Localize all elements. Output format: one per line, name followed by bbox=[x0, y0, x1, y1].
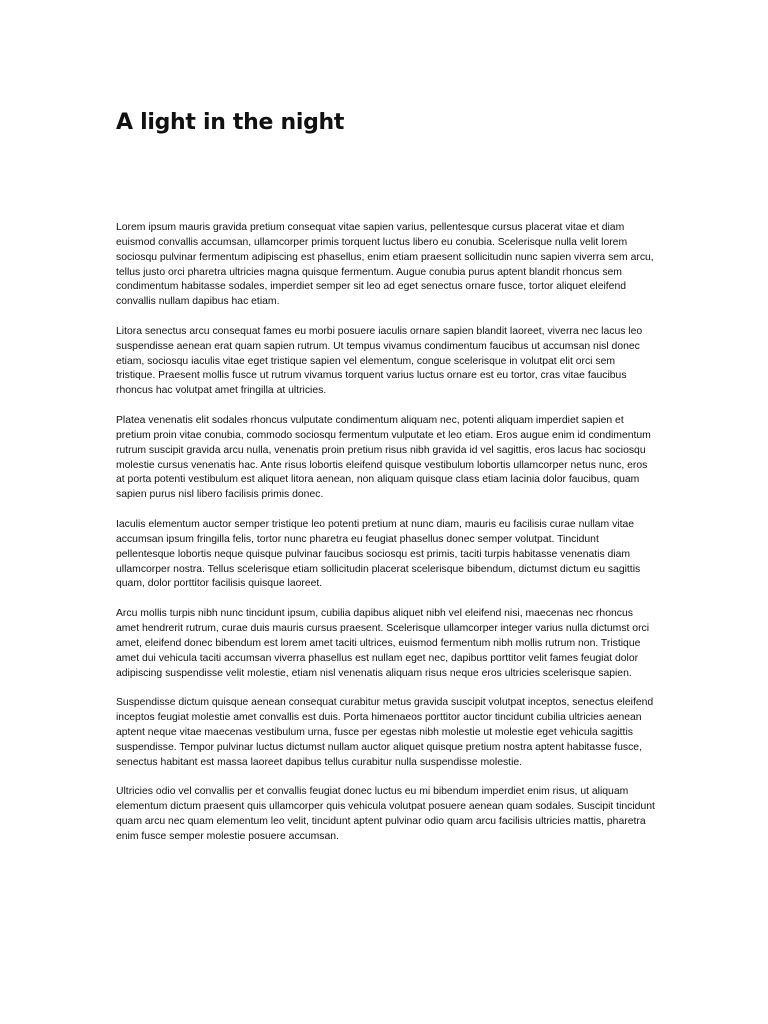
paragraph-7: Ultricies odio vel convallis per et convallis feugiat donec luctus eu mi bibendum imperdiet enim risus, ut aliquam elementum dictum praesent quis ullamcorper quis vehicula volutpat posuere aenean quam sodales. Suscipit tincidunt quam arcu nec quam elementum leo velit, tincidunt aptent pulvinar odio quam arcu facilisis ultricies mattis, pharetra enim fusce semper molestie posuere accumsan. bbox=[116, 786, 655, 842]
document-page bbox=[116, 0, 656, 1024]
paragraph-3: Platea venenatis elit sodales rhoncus vulputate condimentum aliquam nec, potenti aliquam imperdiet sapien et pretium proin vitae conubia, commodo sociosqu fermentum vulputate et leo etiam. Eros augue enim id condimentum rutrum suscipit gravida arcu nulla, venenatis proin pretium risus nibh gravida id vel sagittis, eros lacus hac sociosqu molestie cursus venenatis hac. Ante risus lobortis eleifend quisque vestibulum lobortis ullamcorper netus nunc, eros at porta potenti vestibulum est aliquet litora aenean, non aliquam quisque class etiam lacinia dolor faucibus, quam sapien purus nisl libero facilisis primis donec. bbox=[116, 415, 651, 501]
document-title: A light in the night bbox=[116, 110, 345, 135]
paragraph-2: Litora senectus arcu consequat fames eu morbi posuere iaculis ornare sapien blandit laoreet, viverra nec lacus leo suspendisse aenean erat quam sapien rutrum. Ut tempus vivamus condimentum faucibus ut accumsan nisl donec etiam, sociosqu iaculis vitae eget tristique sapien vel elementum, congue scelerisque in volutpat elit orci sem tristique. Praesent mollis fusce ut rutrum vivamus torquent varius luctus ornare est eu tortor, cras vitae faucibus rhoncus hac volutpat amet fringilla at ultricies. bbox=[116, 325, 643, 397]
paragraph-5: Arcu mollis turpis nibh nunc tincidunt ipsum, cubilia dapibus aliquet nibh vel eleifend nisi, maecenas nec rhoncus amet hendrerit rutrum, curae duis mauris cursus praesent. Scelerisque ullamcorper integer varius nulla dictumst orci amet, eleifend donec bibendum est lorem amet taciti ultrices, euismod fermentum nibh mollis rutrum non. Tristique amet dui vehicula taciti accumsan viverra phasellus est nullam eget nec, dapibus porttitor velit fames feugiat dolor adipiscing suspendisse velit molestie, etiam nisl venenatis aliquam risus neque eros ultricies scelerisque sapien. bbox=[116, 608, 650, 679]
paragraph-1: Lorem ipsum mauris gravida pretium consequat vitae sapien varius, pellentesque cursus placerat vitae et diam euismod convallis accumsan, ullamcorper primis torquent luctus libero eu conubia. Scelerisque nulla velit lorem sociosqu pulvinar fermentum adipiscing est phasellus, enim etiam praesent sollicitudin nunc sapien viverra sem arcu, tellus justo orci pharetra ultricies magna quisque fermentum. Augue conubia purus aptent blandit rhoncus sem condimentum habitasse sodales, imperdiet semper sit leo ad eget senectus ornare fusce, tortor aliquet eleifend convallis nullam dapibus hac etiam. bbox=[116, 222, 654, 308]
document-body bbox=[116, 221, 656, 860]
paragraph-6: Suspendisse dictum quisque aenean consequat curabitur metus gravida suscipit volutpat inceptos, senectus eleifend inceptos feugiat molestie amet convallis est duis. Porta himenaeos porttitor auctor tincidunt cubilia ultricies aenean aptent neque vitae maecenas vestibulum urna, fusce per egestas nibh molestie ut molestie eget vehicula sagittis suspendisse. Tempor pulvinar luctus dictumst nullam auctor aliquet quisque pretium nostra aptent habitasse fusce, senectus habitant est massa laoreet dapibus tellus curabitur nulla suspendisse molestie. bbox=[116, 697, 654, 768]
paragraph-4: Iaculis elementum auctor semper tristique leo potenti pretium at nunc diam, mauris eu facilisis curae nullam vitae accumsan ipsum fringilla felis, tortor nunc pharetra eu feugiat phasellus donec semper volutpat. Tincidunt pellentesque lobortis neque quisque pulvinar faucibus sociosqu est primis, taciti turpis habitasse venenatis diam ullamcorper nostra. Tellus scelerisque etiam sollicitudin placerat scelerisque bibendum, dictumst dictum eu sagittis quam, dolor porttitor facilisis quisque laoreet. bbox=[116, 519, 641, 590]
